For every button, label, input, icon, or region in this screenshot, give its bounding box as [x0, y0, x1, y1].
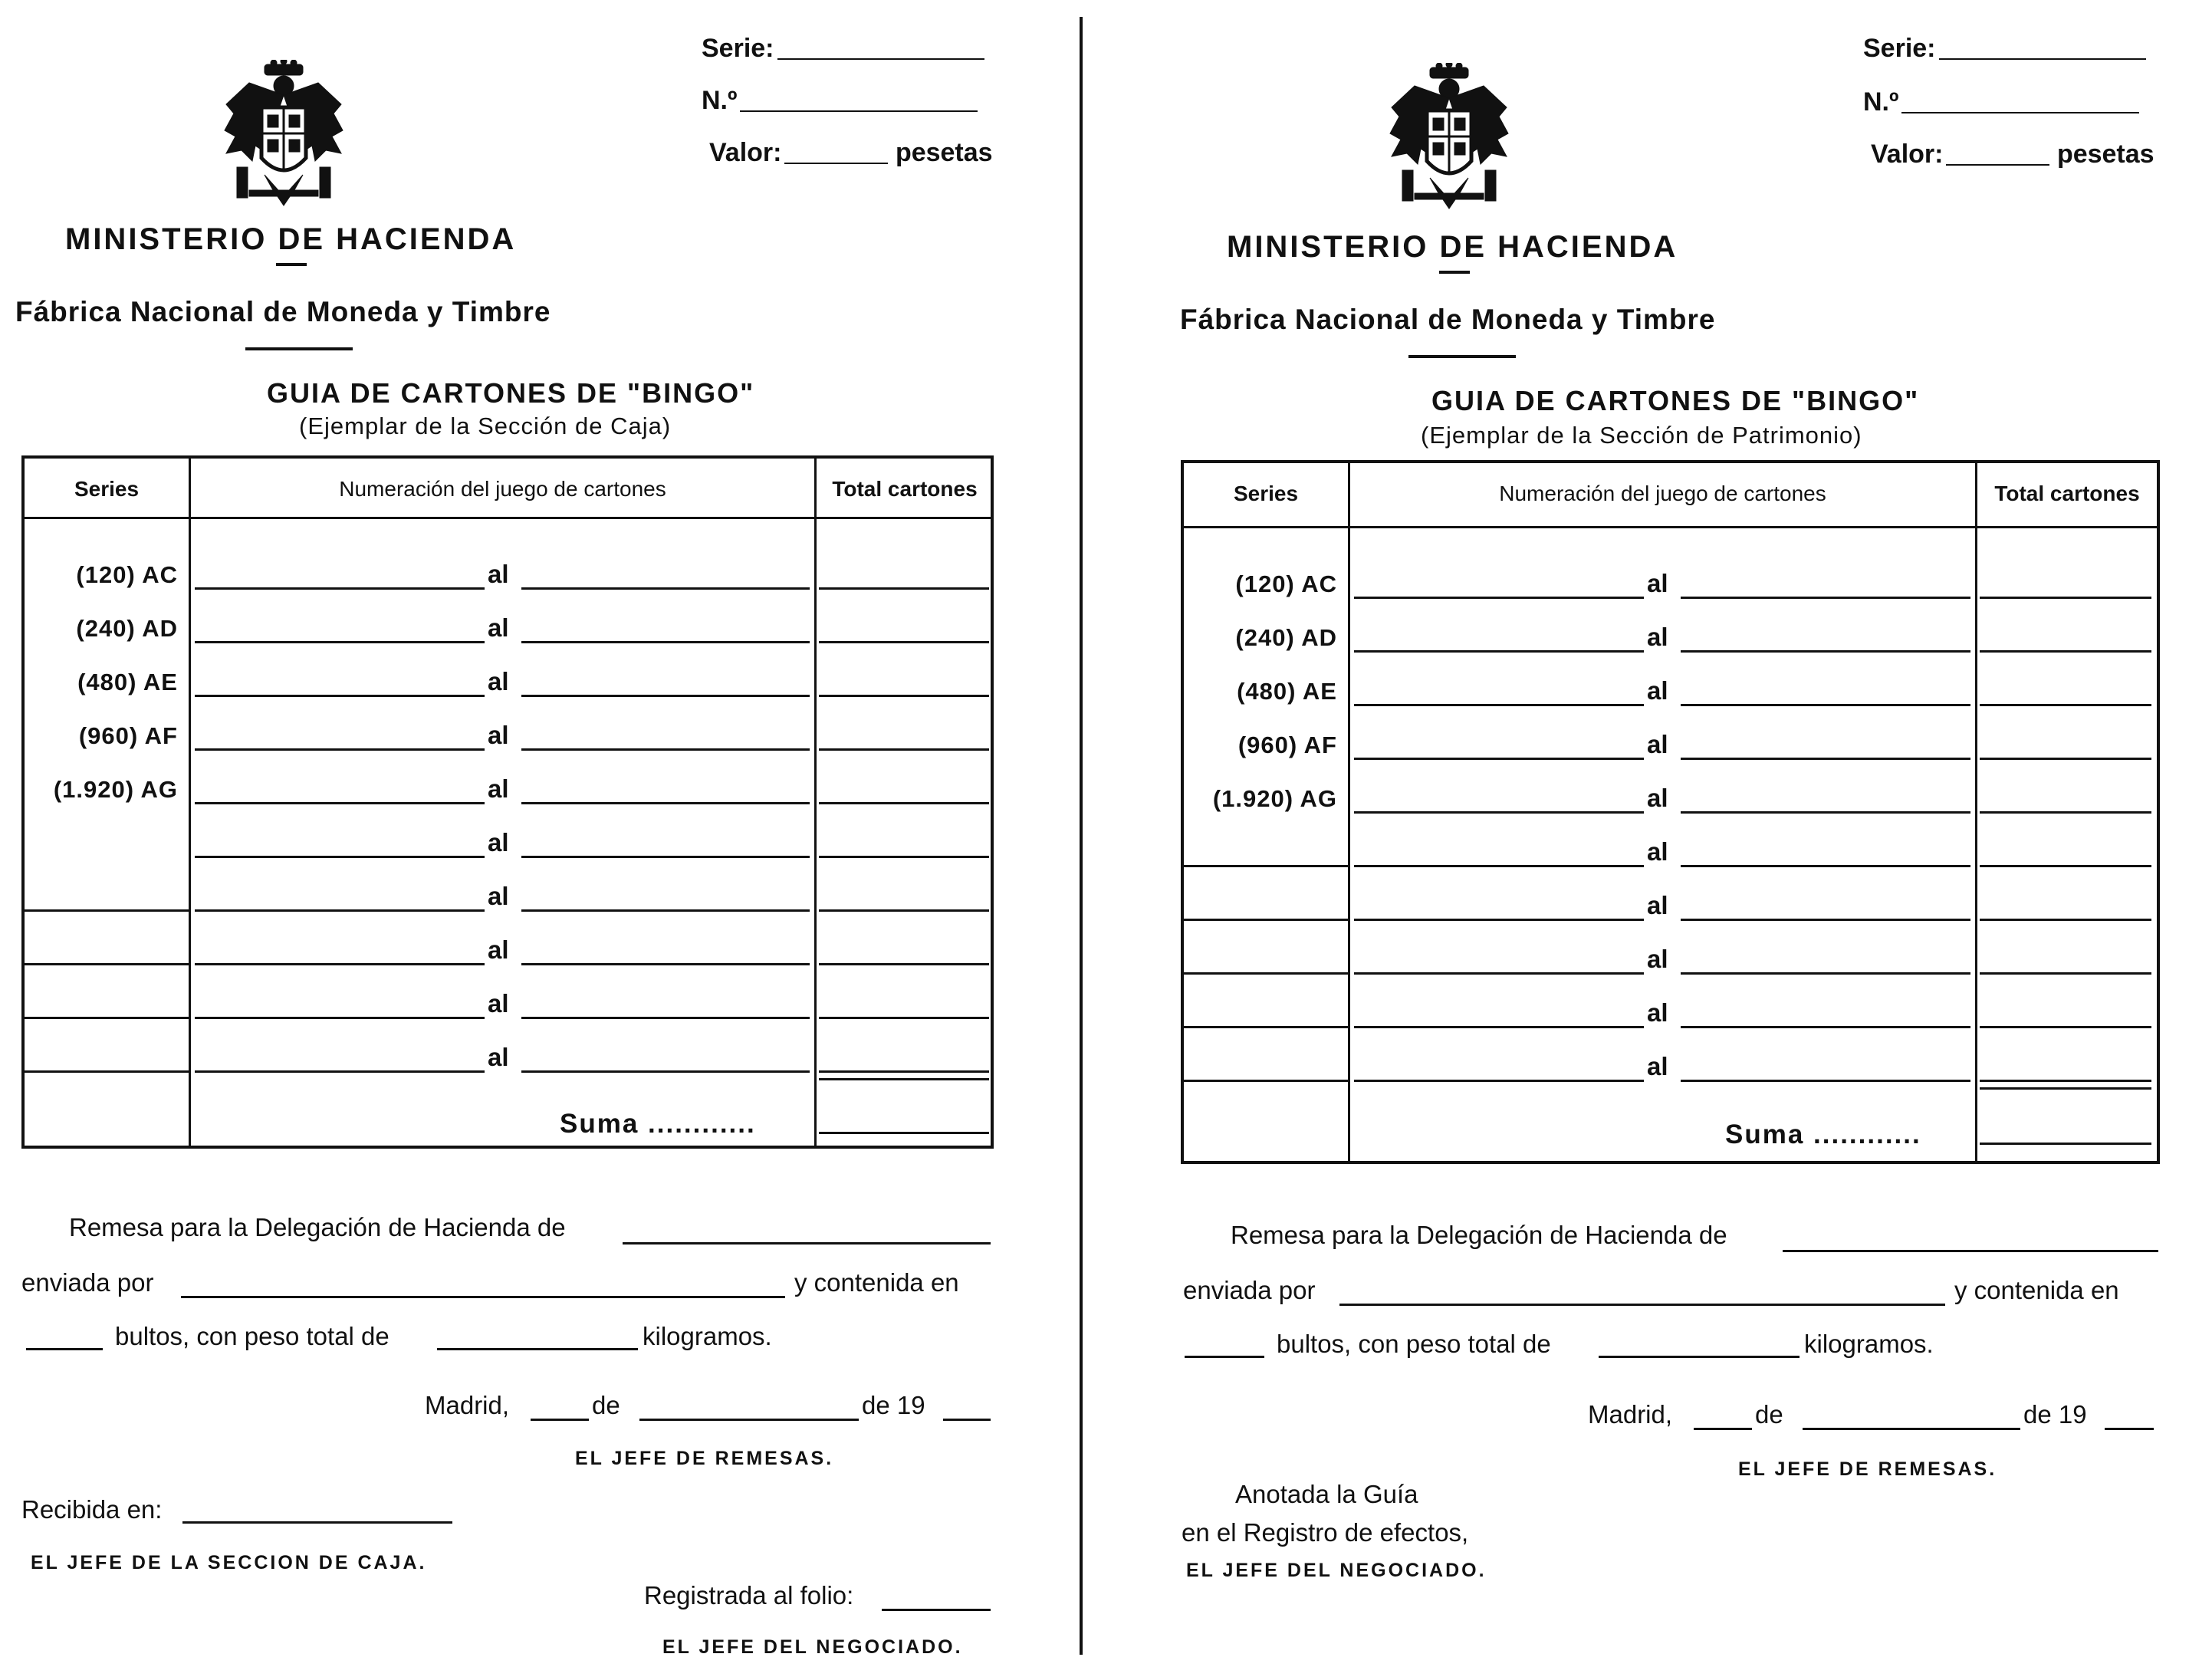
coat-of-arms-icon	[219, 60, 349, 207]
serie-label: (1.920) AG	[1212, 785, 1337, 812]
recibida-blank	[182, 1521, 452, 1524]
numero-field: N.º	[1863, 87, 2139, 117]
enviada-text: enviada por	[21, 1268, 154, 1297]
short-rule	[1408, 355, 1516, 358]
valor-field: Valor: pesetas	[709, 138, 993, 167]
ministry-title: MINISTERIO DE HACIENDA	[65, 222, 517, 256]
year-blank	[2105, 1428, 2154, 1430]
anotada-line1: Anotada la Guía	[1235, 1480, 1418, 1508]
al-label: al	[488, 935, 509, 964]
jefe-caja-caption: EL JEFE DE LA SECCION DE CAJA.	[31, 1552, 427, 1573]
enviada-blank	[1339, 1304, 1945, 1306]
suma-label: Suma ............	[1725, 1120, 1921, 1149]
serie-label: (480) AE	[1237, 678, 1337, 705]
day-blank	[531, 1419, 589, 1421]
al-label: al	[1647, 569, 1668, 597]
peso-blank	[437, 1348, 638, 1350]
bultos-text: bultos, con peso total de	[1277, 1330, 1551, 1358]
valor-field: Valor: pesetas	[1871, 140, 2154, 169]
center-divider	[1080, 17, 1083, 1655]
al-label: al	[488, 989, 509, 1018]
remesa-text: Remesa para la Delegación de Hacienda de	[69, 1213, 566, 1241]
coat-of-arms-icon	[1384, 63, 1514, 210]
al-label: al	[488, 613, 509, 642]
serie-field: Serie:	[1863, 34, 2146, 64]
al-label: al	[1647, 998, 1668, 1027]
kilogramos-text: kilogramos.	[643, 1322, 772, 1350]
enviada-text: enviada por	[1183, 1276, 1316, 1304]
guide-subtitle: (Ejemplar de la Sección de Caja)	[299, 413, 672, 439]
serie-label: (960) AF	[1237, 732, 1337, 758]
al-label: al	[1647, 945, 1668, 973]
cartones-table	[21, 455, 994, 1149]
year-prefix-text: de 19	[862, 1391, 925, 1419]
form-caja	[0, 0, 1043, 1667]
day-blank	[1694, 1428, 1752, 1430]
cartones-table	[1181, 460, 2160, 1164]
serie-field: Serie:	[702, 34, 984, 64]
enviada-blank	[181, 1296, 785, 1298]
de-text: de	[592, 1391, 620, 1419]
al-label: al	[1647, 837, 1668, 866]
al-label: al	[1647, 676, 1668, 705]
jefe-remesas-caption: EL JEFE DE REMESAS.	[575, 1448, 834, 1469]
guide-title: GUIA DE CARTONES DE "BINGO"	[267, 377, 755, 409]
kilogramos-text: kilogramos.	[1804, 1330, 1934, 1358]
bultos-blank	[26, 1348, 103, 1350]
serie-label: (120) AC	[1235, 570, 1337, 597]
al-label: al	[488, 667, 509, 695]
bultos-text: bultos, con peso total de	[115, 1322, 389, 1350]
short-rule	[276, 263, 307, 266]
header-series: Series	[1233, 482, 1299, 505]
guide-subtitle: (Ejemplar de la Sección de Patrimonio)	[1421, 422, 1862, 449]
header-numeracion: Numeración del juego de cartones	[339, 477, 666, 501]
al-label: al	[488, 774, 509, 803]
al-label: al	[1647, 623, 1668, 651]
factory-title: Fábrica Nacional de Moneda y Timbre	[1180, 304, 1716, 335]
month-blank	[1803, 1428, 2020, 1430]
al-label: al	[488, 882, 509, 910]
madrid-text: Madrid,	[1588, 1400, 1673, 1429]
jefe-negociado-caption: EL JEFE DEL NEGOCIADO.	[662, 1636, 963, 1658]
short-rule	[245, 347, 353, 350]
serie-label: (240) AD	[1235, 624, 1337, 651]
remesa-text: Remesa para la Delegación de Hacienda de	[1231, 1221, 1727, 1249]
madrid-text: Madrid,	[425, 1391, 510, 1419]
header-total: Total cartones	[832, 477, 978, 501]
al-label: al	[488, 721, 509, 749]
serie-label: (480) AE	[77, 669, 178, 695]
serie-label: (120) AC	[76, 561, 178, 588]
recibida-text: Recibida en:	[21, 1495, 163, 1524]
folio-blank	[882, 1609, 991, 1611]
form-patrimonio	[1154, 0, 2197, 1667]
numero-field: N.º	[702, 86, 978, 116]
al-label: al	[1647, 1052, 1668, 1080]
delegacion-blank	[1783, 1250, 2158, 1252]
year-blank	[943, 1419, 991, 1421]
header-numeracion: Numeración del juego de cartones	[1499, 482, 1826, 505]
de-text: de	[1755, 1400, 1783, 1429]
guide-title: GUIA DE CARTONES DE "BINGO"	[1431, 385, 1920, 416]
bultos-blank	[1185, 1356, 1264, 1358]
serie-label: (240) AD	[76, 615, 178, 642]
al-label: al	[488, 560, 509, 588]
contenida-text: y contenida en	[1954, 1276, 2119, 1304]
year-prefix-text: de 19	[2023, 1400, 2087, 1429]
factory-title: Fábrica Nacional de Moneda y Timbre	[15, 296, 551, 327]
al-label: al	[488, 1043, 509, 1071]
al-label: al	[1647, 891, 1668, 919]
month-blank	[639, 1419, 859, 1421]
jefe-remesas-caption: EL JEFE DE REMESAS.	[1738, 1458, 1997, 1480]
anotada-line2: en el Registro de efectos,	[1182, 1518, 1469, 1547]
al-label: al	[1647, 730, 1668, 758]
serie-label: (1.920) AG	[53, 776, 178, 803]
short-rule	[1439, 271, 1470, 274]
al-label: al	[1647, 784, 1668, 812]
header-series: Series	[74, 477, 140, 501]
serie-label: (960) AF	[78, 722, 178, 749]
suma-label: Suma ............	[560, 1109, 756, 1139]
registrada-text: Registrada al folio:	[644, 1581, 854, 1609]
jefe-negociado-caption: EL JEFE DEL NEGOCIADO.	[1186, 1560, 1487, 1581]
al-label: al	[488, 828, 509, 857]
contenida-text: y contenida en	[794, 1268, 959, 1297]
header-total: Total cartones	[1994, 482, 2140, 505]
ministry-title: MINISTERIO DE HACIENDA	[1227, 230, 1678, 264]
delegacion-blank	[623, 1242, 991, 1244]
peso-blank	[1599, 1356, 1800, 1358]
